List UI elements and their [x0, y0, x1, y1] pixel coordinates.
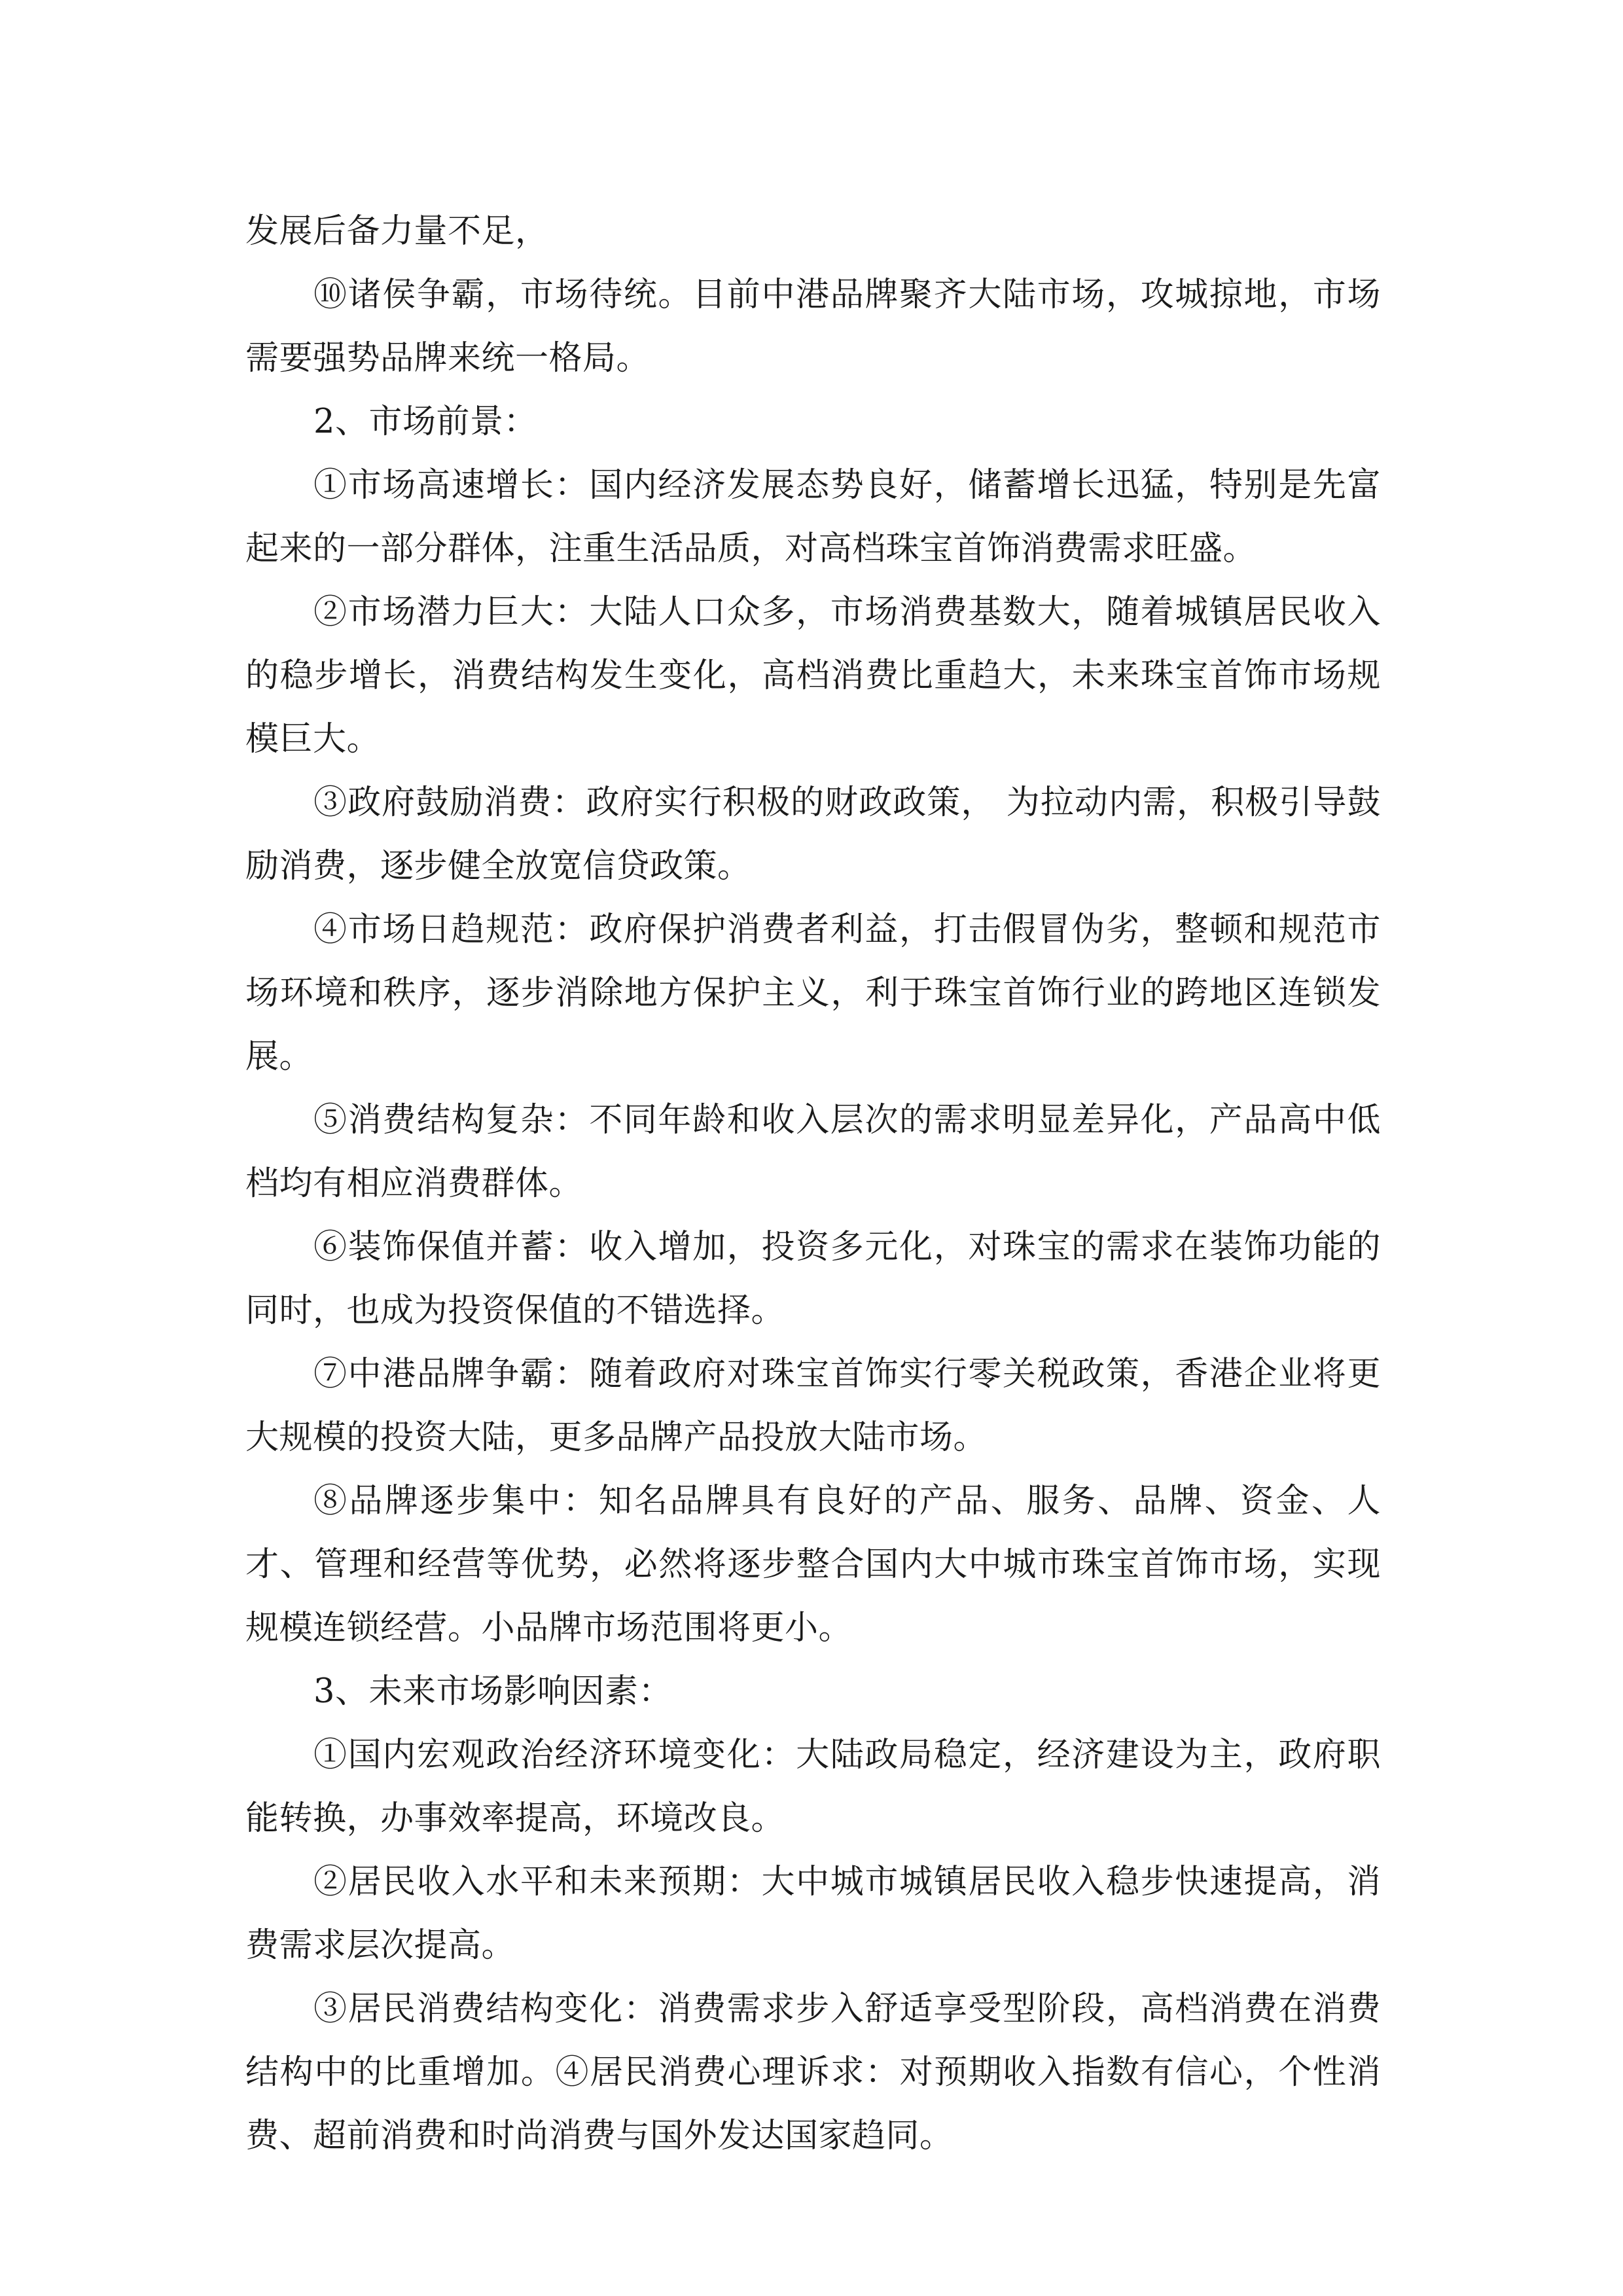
paragraph-outlook-6: ⑥装饰保值并蓄：收入增加，投资多元化，对珠宝的需求在装饰功能的同时，也成为投资保值的不错选择。 — [245, 1228, 1381, 1330]
paragraph-outlook-1: ①市场高速增长：国内经济发展态势良好，储蓄增长迅猛，特别是先富起来的一部分群体，注重生活品质，对高档珠宝首饰消费需求旺盛。 — [245, 466, 1381, 568]
paragraph-continuation: 发展后备力量不足， — [245, 212, 549, 251]
section-heading-future-factors: 3、未来市场影响因素： — [313, 1672, 672, 1711]
paragraph-factor-3-4: ③居民消费结构变化：消费需求步入舒适享受型阶段，高档消费在消费结构中的比重增加。④居民消费心理诉求：对预期收入指数有信心，个性消费、超前消费和时尚消费与国外发达国家趋同。 — [245, 1990, 1381, 2155]
paragraph-factor-2: ②居民收入水平和未来预期：大中城市城镇居民收入稳步快速提高，消费需求层次提高。 — [245, 1863, 1381, 1965]
paragraph-outlook-7: ⑦中港品牌争霸：随着政府对珠宝首饰实行零关税政策，香港企业将更大规模的投资大陆，更多品牌产品投放大陆市场。 — [245, 1355, 1381, 1457]
paragraph-outlook-5: ⑤消费结构复杂：不同年龄和收入层次的需求明显差异化，产品高中低档均有相应消费群体。 — [245, 1101, 1381, 1203]
paragraph-item-10: ⑩诸侯争霸，市场待统。目前中港品牌聚齐大陆市场，攻城掠地，市场需要强势品牌来统一格局。 — [245, 276, 1381, 378]
paragraph-outlook-8: ⑧品牌逐步集中：知名品牌具有良好的产品、服务、品牌、资金、人才、管理和经营等优势，必然将逐步整合国内大中城市珠宝首饰市场，实现规模连锁经营。小品牌市场范围将更小。 — [245, 1482, 1381, 1647]
section-heading-market-outlook: 2、市场前景： — [313, 403, 537, 441]
document-body — [245, 200, 1381, 2168]
paragraph-outlook-3: ③政府鼓励消费：政府实行积极的财政政策， 为拉动内需，积极引导鼓励消费，逐步健全放宽信贷政策。 — [245, 783, 1381, 886]
paragraph-outlook-2: ②市场潜力巨大：大陆人口众多，市场消费基数大，随着城镇居民收入的稳步增长，消费结构发生变化，高档消费比重趋大，未来珠宝首饰市场规模巨大。 — [245, 593, 1381, 759]
paragraph-factor-1: ①国内宏观政治经济环境变化：大陆政局稳定，经济建设为主，政府职能转换，办事效率提高，环境改良。 — [245, 1736, 1381, 1838]
paragraph-outlook-4: ④市场日趋规范：政府保护消费者利益，打击假冒伪劣，整顿和规范市场环境和秩序，逐步消除地方保护主义，利于珠宝首饰行业的跨地区连锁发展。 — [245, 910, 1381, 1076]
